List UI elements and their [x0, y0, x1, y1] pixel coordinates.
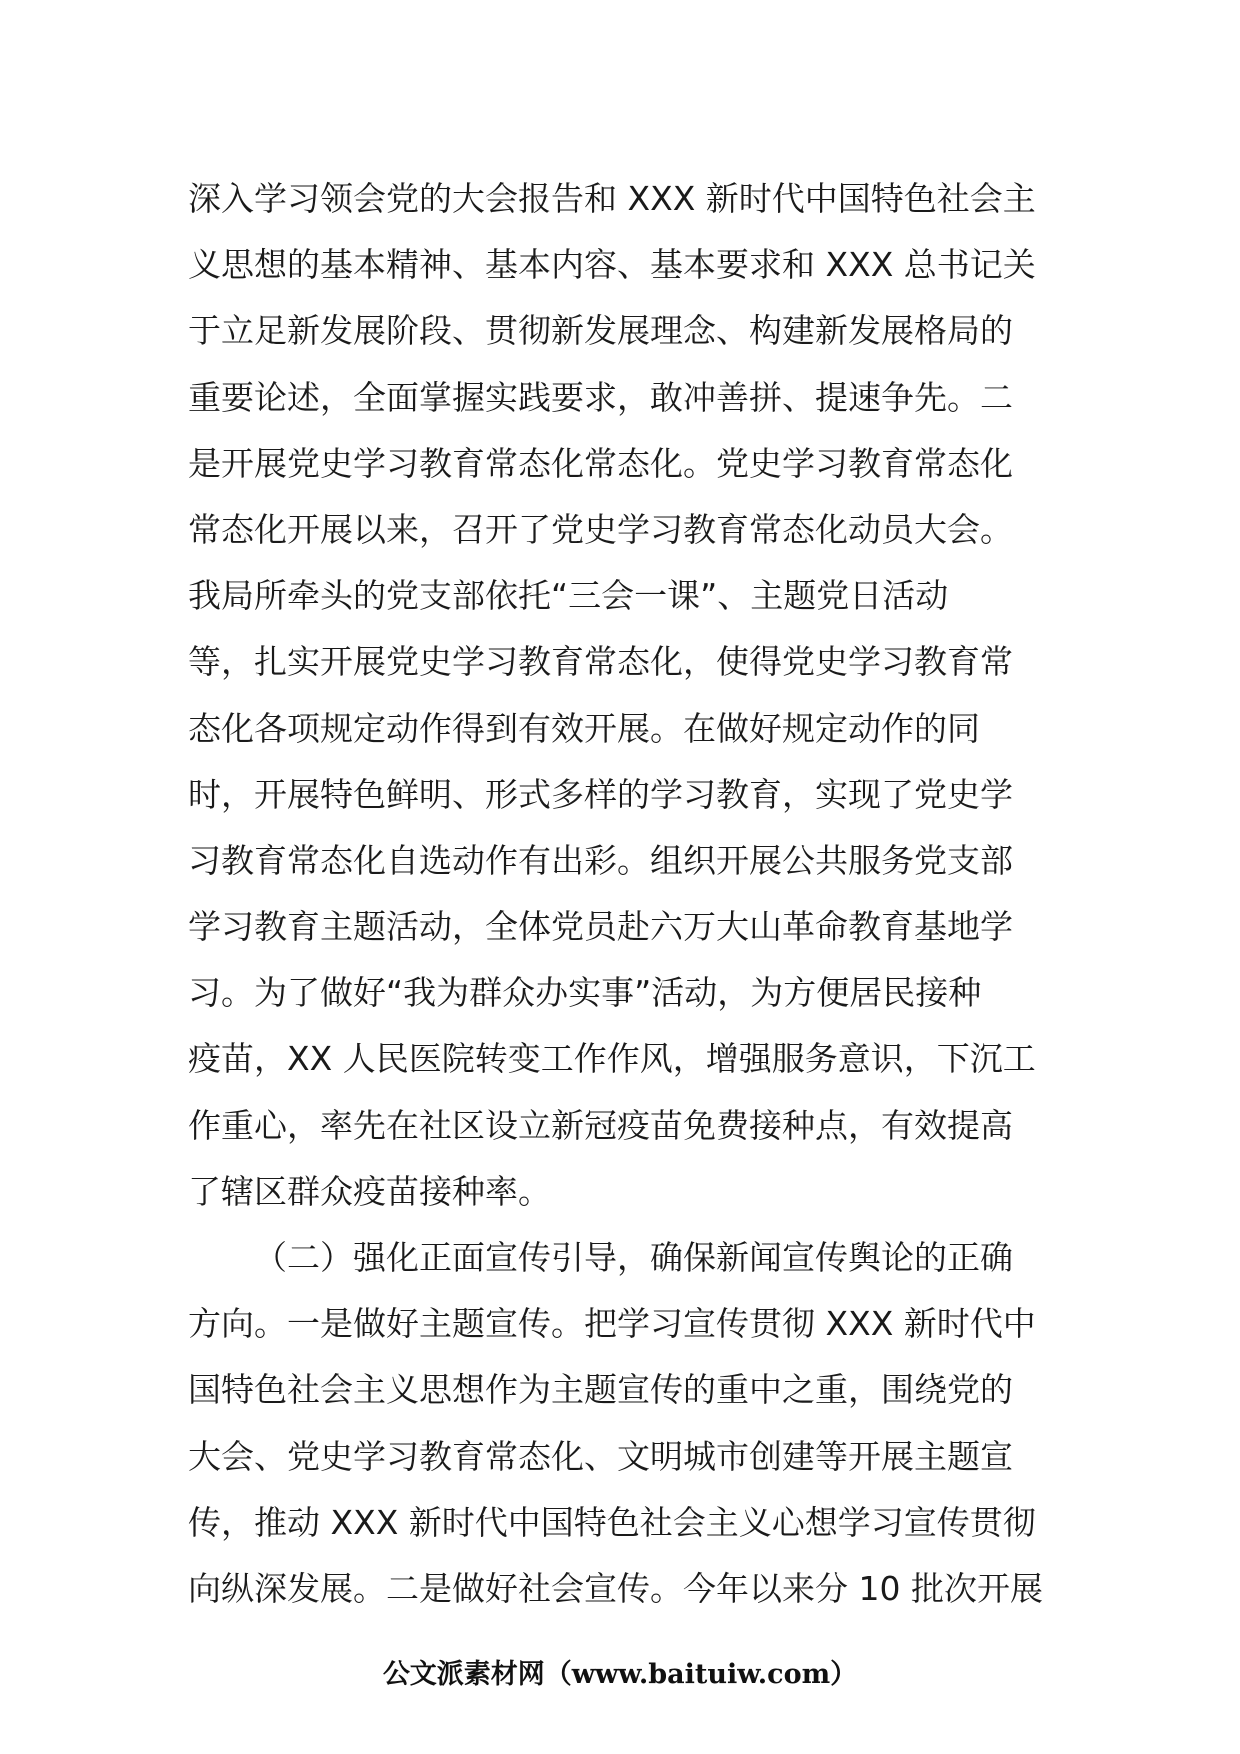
section-heading-line: （二）强化正面宣传引导，确保新闻宣传舆论的正确 [254, 1238, 1013, 1277]
text-line: 重要论述，全面掌握实践要求，敢冲善拼、提速争先。二 [188, 377, 1013, 417]
text-line: 传，推动 XXX 新时代中国特色社会主义心想学习宣传贯彻 [188, 1502, 1036, 1542]
text-line: 习。为了做好“我为群众办实事”活动，为方便居民接种 [188, 973, 982, 1013]
text-line: 义思想的基本精神、基本内容、基本要求和 XXX 总书记关 [188, 245, 1036, 285]
text-line: 态化各项规定动作得到有效开展。在做好规定动作的同 [188, 708, 980, 748]
text-line: 我局所牵头的党支部依托“三会一课”、主题党日活动 [188, 576, 949, 616]
footer-watermark: 公文派素材网（www.baituiw.com） [382, 1659, 858, 1690]
text-line: 等，扎实开展党史学习教育常态化，使得党史学习教育常 [188, 642, 1013, 682]
text-line: 常态化开展以来，召开了党史学习教育常态化动员大会。 [188, 509, 1013, 549]
text-line: 方向。一是做好主题宣传。把学习宣传贯彻 XXX 新时代中 [188, 1304, 1036, 1344]
text-line: 学习教育主题活动，全体党员赴六万大山革命教育基地学 [188, 907, 1013, 947]
text-line: 了辖区群众疫苗接种率。 [188, 1171, 551, 1211]
body-text [188, 166, 1060, 1622]
text-line: 疫苗，XX 人民医院转变工作作风，增强服务意识，下沉工 [188, 1039, 1036, 1079]
text-line: 大会、党史学习教育常态化、文明城市创建等开展主题宣 [188, 1436, 1013, 1476]
text-line: 向纵深发展。二是做好社会宣传。今年以来分 10 批次开展 [188, 1568, 1043, 1608]
text-line: 习教育常态化自选动作有出彩。组织开展公共服务党支部 [188, 840, 1013, 880]
text-line: 作重心，率先在社区设立新冠疫苗免费接种点，有效提高 [188, 1105, 1013, 1145]
text-line: 是开展党史学习教育常态化常态化。党史学习教育常态化 [188, 443, 1013, 483]
text-line: 国特色社会主义思想作为主题宣传的重中之重，围绕党的 [188, 1370, 1013, 1410]
text-line: 于立足新发展阶段、贯彻新发展理念、构建新发展格局的 [188, 311, 1013, 351]
text-line: 深入学习领会党的大会报告和 XXX 新时代中国特色社会主 [188, 179, 1036, 218]
text-line: 时，开展特色鲜明、形式多样的学习教育，实现了党史学 [188, 774, 1013, 814]
